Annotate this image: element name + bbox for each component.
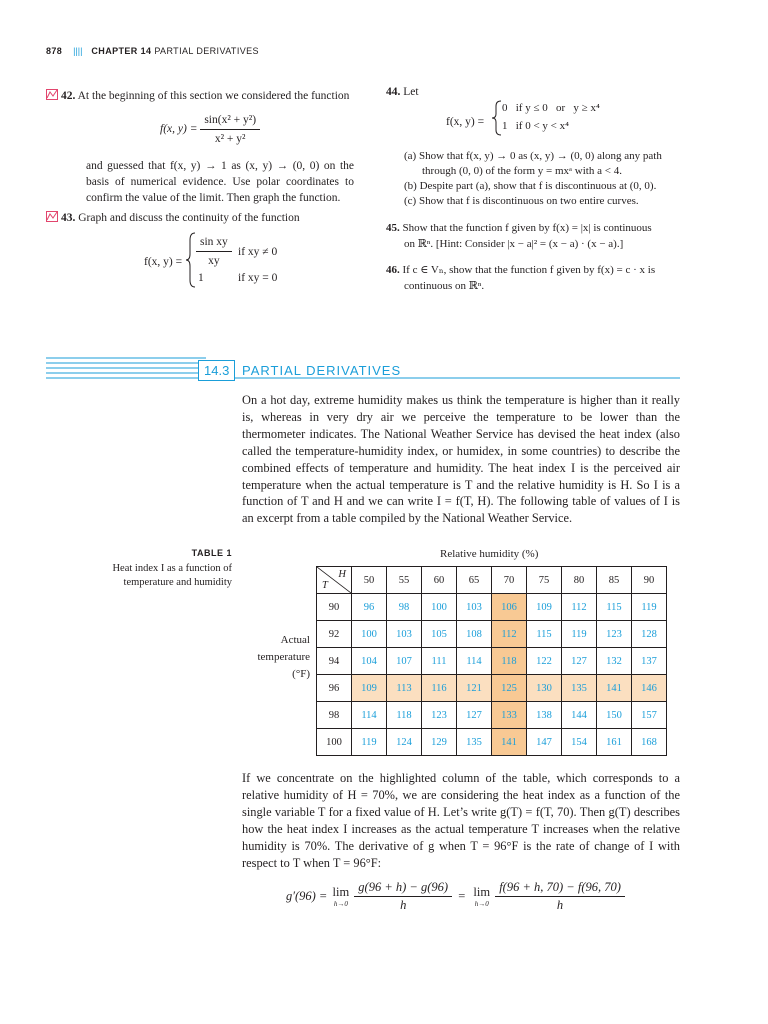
table-row bbox=[317, 702, 667, 729]
heat-index-cell: 115 bbox=[597, 594, 632, 621]
graphing-calculator-icon bbox=[46, 211, 58, 222]
exercise-46 bbox=[386, 262, 655, 278]
table-caption: Heat index I as a function of temperature and humidity bbox=[112, 563, 232, 588]
heat-index-cell: 104 bbox=[352, 648, 387, 675]
humidity-header: 65 bbox=[457, 567, 492, 594]
limit-2 bbox=[473, 885, 490, 908]
exercise-text: If c ∈ Vₙ, show that the function f given by f(x) = c · x is bbox=[402, 264, 656, 276]
row-title-line1: Actual bbox=[280, 634, 310, 646]
heat-index-cell: 118 bbox=[387, 702, 422, 729]
humidity-header: 75 bbox=[527, 567, 562, 594]
heat-index-cell: 107 bbox=[387, 648, 422, 675]
formula-lhs: g′(96) = bbox=[286, 889, 328, 903]
fraction bbox=[196, 234, 232, 269]
heat-index-cell: 106 bbox=[492, 594, 527, 621]
heat-index-cell: 98 bbox=[387, 594, 422, 621]
heat-index-cell: 124 bbox=[387, 729, 422, 756]
heat-index-cell: 111 bbox=[422, 648, 457, 675]
fraction-2 bbox=[495, 880, 625, 913]
table-row bbox=[317, 729, 667, 756]
humidity-header: 50 bbox=[352, 567, 387, 594]
left-brace bbox=[492, 100, 502, 136]
graphing-calculator-icon bbox=[46, 89, 58, 100]
running-header bbox=[46, 46, 259, 56]
heat-index-cell: 125 bbox=[492, 675, 527, 702]
heat-index-table bbox=[316, 566, 667, 756]
exercise-43-case1 bbox=[196, 234, 232, 269]
page-number: 878 bbox=[46, 46, 63, 56]
heat-index-cell: 112 bbox=[562, 594, 597, 621]
humidity-header: 55 bbox=[387, 567, 422, 594]
heat-index-cell: 116 bbox=[422, 675, 457, 702]
row-title bbox=[250, 632, 310, 683]
exercise-text: Let bbox=[403, 86, 419, 98]
heat-index-cell: 119 bbox=[352, 729, 387, 756]
heat-index-cell: 168 bbox=[632, 729, 667, 756]
paragraph-2: If we concentrate on the highlighted column of the table, which corresponds to a relative humidity of H = 70%, we are considering the heat index as a function of the single variable T for a fixed value of H. Let’s write g(T) = f(T, 70). Then g(T) describes how the heat index I increases as the actual temperature T increases when the relative humidity is 70%. The derivative of g when T = 96°F is the rate of change of I with respect to T when T = 96°F: bbox=[242, 771, 680, 870]
heat-index-cell: 141 bbox=[492, 729, 527, 756]
heat-index-cell: 103 bbox=[387, 621, 422, 648]
heat-index-cell: 122 bbox=[527, 648, 562, 675]
exercise-44-part-a-cont: through (0, 0) of the form y = mxᵃ with a < 4. bbox=[422, 165, 622, 177]
heat-index-cell: 141 bbox=[597, 675, 632, 702]
heat-index-cell: 138 bbox=[527, 702, 562, 729]
humidity-header: 80 bbox=[562, 567, 597, 594]
heat-index-cell: 113 bbox=[387, 675, 422, 702]
table-row bbox=[317, 621, 667, 648]
table-label: TABLE 1 bbox=[191, 548, 232, 558]
fraction bbox=[200, 112, 260, 147]
heat-index-cell: 129 bbox=[422, 729, 457, 756]
temperature-cell: 94 bbox=[317, 648, 352, 675]
row-title-line2: temperature bbox=[257, 651, 310, 663]
intro-paragraph: On a hot day, extreme humidity makes us think the temperature is higher than it really is, whereas in very dry air we perceive the temperature to be lower than the thermometer indicates. The National Weather Service has devised the heat index (also called the temperature-humidity index, or humidex, in some countries) to describe the combined effects of temperature and humidity. The heat index I is the perceived air temperature when the actual temperature is T and the relative humidity is H. So I is a function of T and H and we can write I = f(T, H). The following table of values of I is an excerpt from a table compiled by the National Weather Service. bbox=[242, 393, 680, 526]
heat-index-cell: 144 bbox=[562, 702, 597, 729]
humidity-header: 70 bbox=[492, 567, 527, 594]
table-row bbox=[317, 594, 667, 621]
limit-1 bbox=[333, 885, 350, 908]
exercise-text: Graph and discuss the continuity of the function bbox=[78, 212, 300, 224]
heat-index-cell: 132 bbox=[597, 648, 632, 675]
heat-index-cell: 114 bbox=[457, 648, 492, 675]
heat-index-cell: 119 bbox=[632, 594, 667, 621]
chapter-title: PARTIAL DERIVATIVES bbox=[154, 46, 259, 56]
corner-t-label: T bbox=[322, 580, 328, 591]
numerator: sin xy bbox=[196, 234, 232, 252]
exercise-43 bbox=[46, 210, 356, 226]
denominator: h bbox=[400, 898, 407, 912]
heat-index-cell: 121 bbox=[457, 675, 492, 702]
header-row bbox=[317, 567, 667, 594]
heat-index-cell: 105 bbox=[422, 621, 457, 648]
humidity-header: 60 bbox=[422, 567, 457, 594]
heat-index-cell: 150 bbox=[597, 702, 632, 729]
heat-index-cell: 123 bbox=[597, 621, 632, 648]
case2-value: 1 bbox=[198, 272, 204, 284]
heat-index-cell: 128 bbox=[632, 621, 667, 648]
case1-condition: if xy ≠ 0 bbox=[238, 246, 278, 258]
temperature-cell: 96 bbox=[317, 675, 352, 702]
heat-index-cell: 109 bbox=[527, 594, 562, 621]
exercise-44 bbox=[386, 84, 419, 100]
exercise-text: Show that the function f given by f(x) = |x| is continuous bbox=[402, 222, 652, 234]
heat-index-cell: 119 bbox=[562, 621, 597, 648]
heat-index-cell: 109 bbox=[352, 675, 387, 702]
section-number: 14.3 bbox=[198, 360, 235, 381]
exercise-44-lhs: f(x, y) = bbox=[446, 116, 485, 128]
heat-index-cell: 108 bbox=[457, 621, 492, 648]
heat-index-cell: 133 bbox=[492, 702, 527, 729]
exercise-number: 42. bbox=[61, 90, 76, 102]
heat-index-cell: 146 bbox=[632, 675, 667, 702]
heat-index-cell: 118 bbox=[492, 648, 527, 675]
temperature-cell: 90 bbox=[317, 594, 352, 621]
exercise-44-part-a: (a) Show that f(x, y) → 0 as (x, y) → (0, 0) along any path bbox=[404, 150, 662, 162]
table-corner bbox=[317, 567, 352, 594]
denominator: h bbox=[556, 898, 564, 912]
equals-sign: = bbox=[458, 889, 466, 903]
header-bars: |||| bbox=[73, 46, 83, 56]
heat-index-cell: 161 bbox=[597, 729, 632, 756]
heat-index-cell: 154 bbox=[562, 729, 597, 756]
exercise-44-case2: 1 if 0 < y < x⁴ bbox=[502, 120, 569, 132]
exercise-text: At the beginning of this section we considered the function bbox=[77, 90, 350, 102]
numerator: g(96 + h) − g(96) bbox=[354, 880, 452, 897]
table-row bbox=[317, 675, 667, 702]
exercise-43-lhs: f(x, y) = bbox=[144, 256, 183, 268]
heat-index-cell: 96 bbox=[352, 594, 387, 621]
humidity-header: 90 bbox=[632, 567, 667, 594]
heat-index-cell: 127 bbox=[562, 648, 597, 675]
corner-h-label: H bbox=[338, 569, 346, 580]
lim-sub: h→0 bbox=[333, 900, 348, 908]
heat-index-cell: 127 bbox=[457, 702, 492, 729]
exercise-number: 44. bbox=[386, 86, 401, 98]
heat-index-cell: 112 bbox=[492, 621, 527, 648]
heat-index-cell: 100 bbox=[422, 594, 457, 621]
section-title: PARTIAL DERIVATIVES bbox=[242, 363, 402, 378]
heat-index-cell: 100 bbox=[352, 621, 387, 648]
heat-index-cell: 130 bbox=[527, 675, 562, 702]
derivative-formula bbox=[286, 880, 625, 913]
lim-sub: h→0 bbox=[474, 900, 489, 908]
heat-index-cell: 115 bbox=[527, 621, 562, 648]
exercise-44-case1: 0 if y ≤ 0 or y ≥ x⁴ bbox=[502, 102, 600, 114]
row-title-line3: (°F) bbox=[292, 668, 310, 680]
temperature-cell: 100 bbox=[317, 729, 352, 756]
case2-condition: if xy = 0 bbox=[238, 272, 278, 284]
heat-index-cell: 114 bbox=[352, 702, 387, 729]
exercise-44-part-c: (c) Show that f is discontinuous on two entire curves. bbox=[404, 195, 639, 207]
heat-index-cell: 137 bbox=[632, 648, 667, 675]
chapter-label: CHAPTER 14 bbox=[91, 46, 152, 56]
function-lhs: f(x, y) = bbox=[160, 123, 198, 136]
heat-index-cell: 135 bbox=[457, 729, 492, 756]
exercise-44-part-b: (b) Despite part (a), show that f is discontinuous at (0, 0). bbox=[404, 180, 657, 192]
heat-index-cell: 123 bbox=[422, 702, 457, 729]
exercise-45 bbox=[386, 220, 652, 236]
numerator: sin(x² + y²) bbox=[200, 112, 260, 130]
exercise-42 bbox=[46, 88, 356, 104]
exercise-42-after: and guessed that f(x, y) → 1 as (x, y) → (0, 0) on the basis of numerical evidence. Use polar coordinates to confirm the value of the limit. Then graph the function. bbox=[86, 160, 354, 204]
table-row bbox=[317, 648, 667, 675]
heat-index-cell: 135 bbox=[562, 675, 597, 702]
exercise-number: 43. bbox=[61, 212, 76, 224]
denominator: xy bbox=[208, 255, 220, 267]
exercise-number: 45. bbox=[386, 222, 400, 234]
column-title: Relative humidity (%) bbox=[440, 548, 539, 560]
numerator: f(96 + h, 70) − f(96, 70) bbox=[495, 880, 625, 897]
exercise-46-cont: continuous on ℝⁿ. bbox=[404, 280, 485, 292]
heat-index-cell: 147 bbox=[527, 729, 562, 756]
lim-text: lim bbox=[332, 885, 350, 899]
exercise-45-cont: on ℝⁿ. [Hint: Consider |x − a|² = (x − a) · (x − a).] bbox=[404, 238, 624, 250]
humidity-header: 85 bbox=[597, 567, 632, 594]
denominator: x² + y² bbox=[214, 133, 246, 145]
heat-index-cell: 157 bbox=[632, 702, 667, 729]
temperature-cell: 98 bbox=[317, 702, 352, 729]
fraction-1 bbox=[354, 880, 452, 913]
lim-text: lim bbox=[473, 885, 491, 899]
exercise-number: 46. bbox=[386, 264, 400, 276]
heat-index-cell: 103 bbox=[457, 594, 492, 621]
temperature-cell: 92 bbox=[317, 621, 352, 648]
exercise-42-formula bbox=[160, 112, 260, 147]
left-brace bbox=[186, 232, 196, 288]
